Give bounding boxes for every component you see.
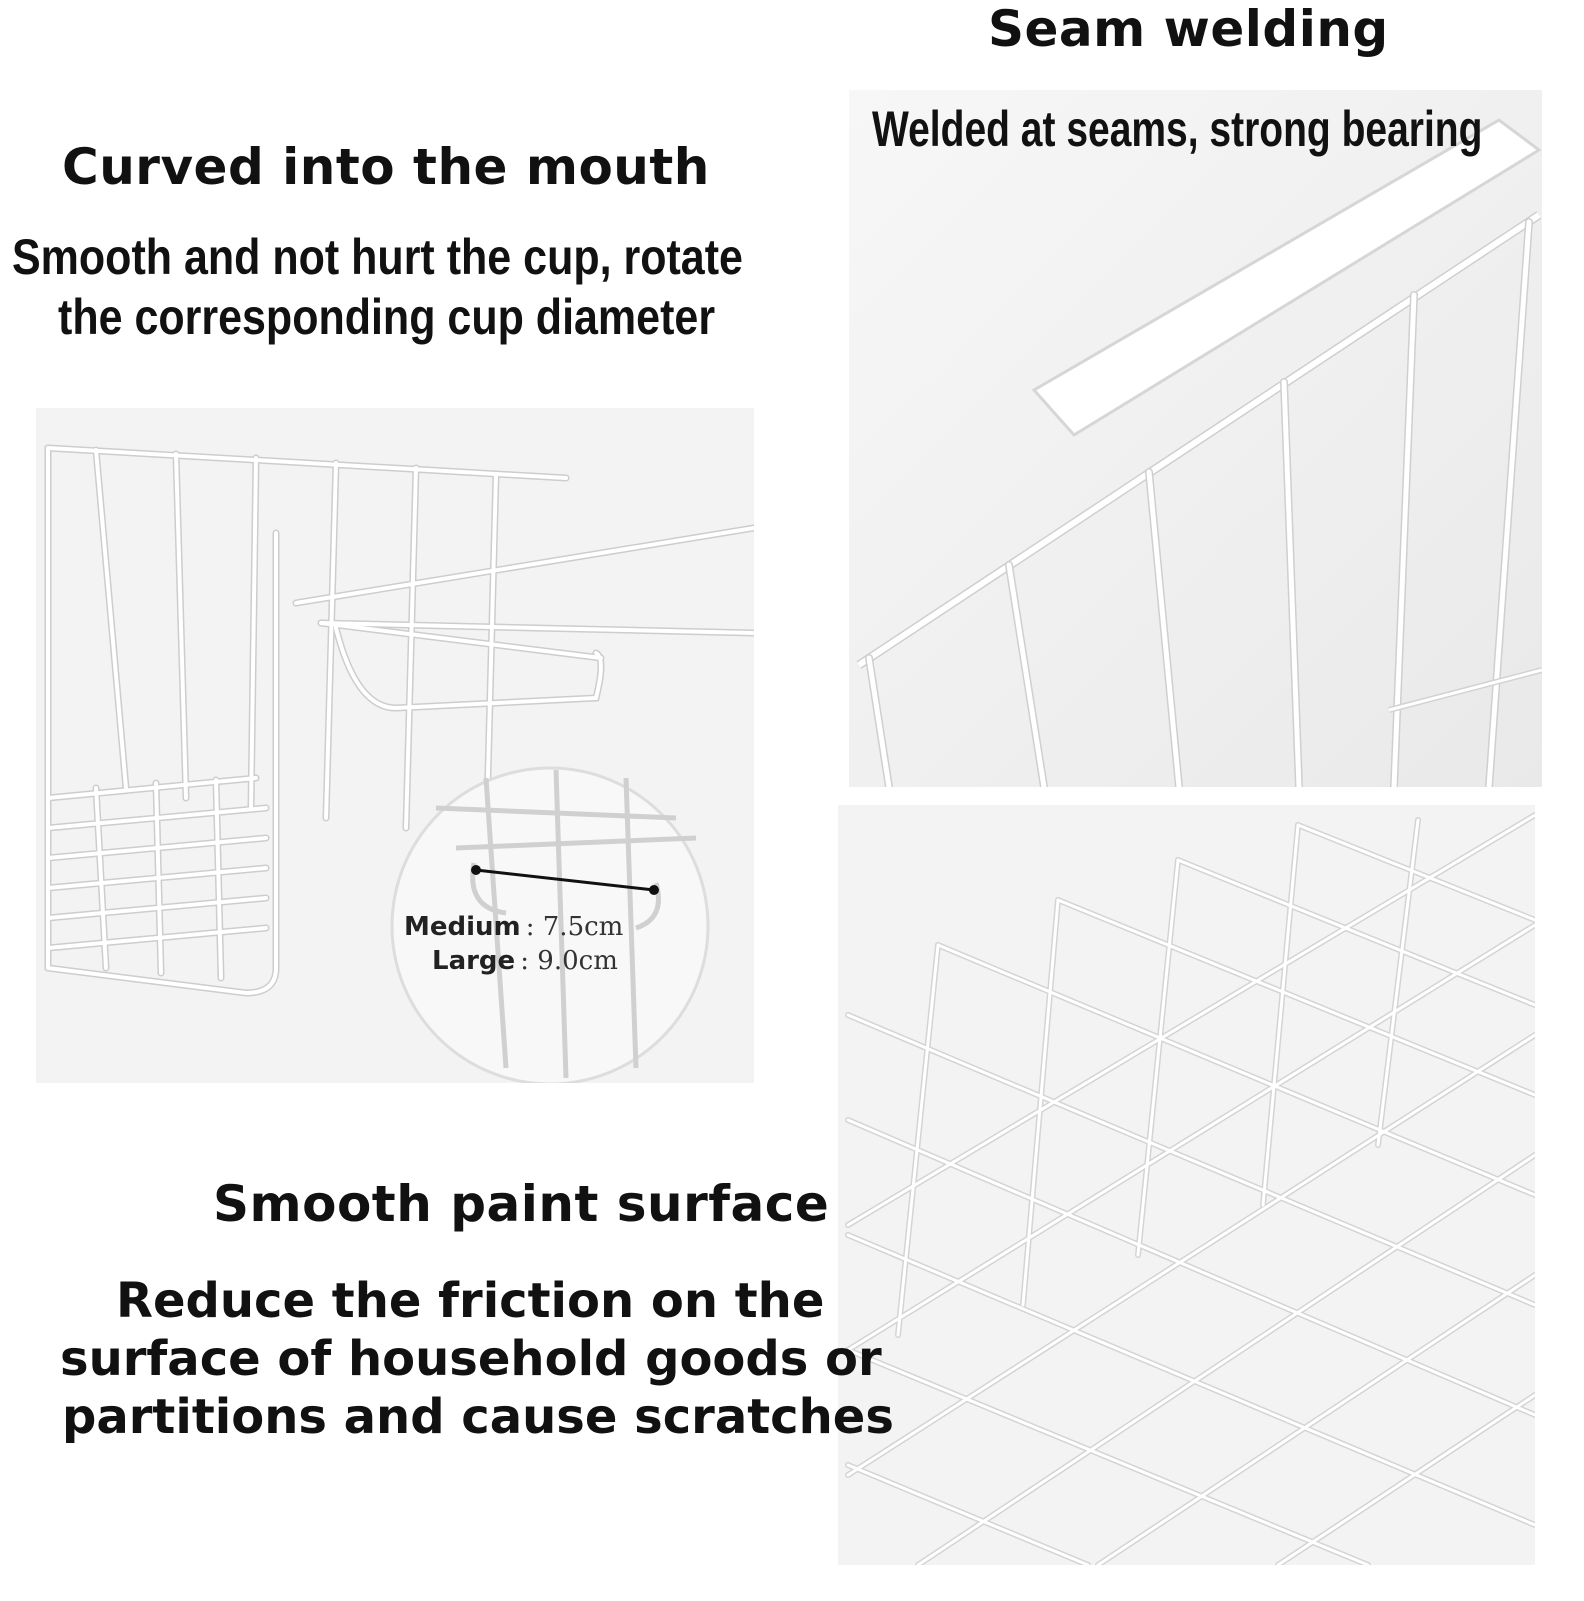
curved-description-line1: Smooth and not hurt the cup, rotate [12, 229, 743, 285]
cup-diameter-callout [404, 912, 623, 976]
smooth-paint-photo [838, 805, 1535, 1565]
curved-description-line2: the corresponding cup diameter [58, 289, 716, 345]
curved-heading: Curved into the mouth [62, 138, 710, 196]
seam-welding-photo [849, 90, 1542, 787]
medium-value: : 7.5cm [525, 912, 624, 942]
medium-label: Medium [404, 912, 521, 942]
paint-description-line1: Reduce the friction on the [116, 1273, 825, 1329]
paint-heading: Smooth paint surface [213, 1175, 830, 1233]
seam-description: Welded at seams, strong bearing [872, 101, 1483, 157]
curved-mouth-photo [36, 408, 754, 1083]
large-label: Large [432, 946, 516, 976]
paint-description-line2: surface of household goods or [60, 1331, 882, 1387]
seam-heading: Seam welding [988, 0, 1389, 58]
paint-description-line3: partitions and cause scratches [62, 1389, 894, 1445]
large-value: : 9.0cm [520, 946, 618, 976]
